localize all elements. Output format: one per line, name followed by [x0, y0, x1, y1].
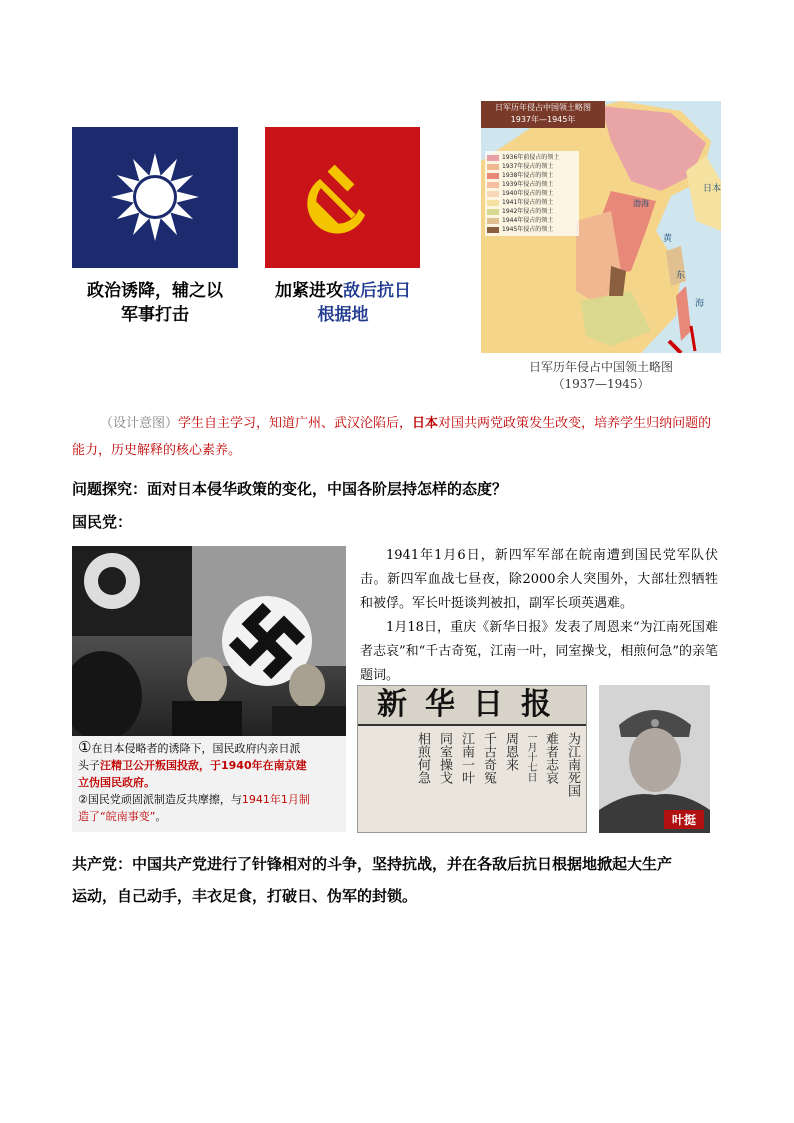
map-label-sea: 海	[695, 299, 705, 309]
map-legend-row	[487, 180, 577, 189]
kmt-caption-line2: 军事打击	[121, 305, 189, 325]
ye-ting-portrait	[599, 685, 710, 833]
map-label-japan: 日本	[703, 184, 721, 194]
caption-line5c: 。	[155, 810, 167, 823]
map-legend	[485, 151, 579, 236]
newspaper-col6: 江南一叶	[459, 732, 474, 784]
map-legend-label: 1944年侵占的领土	[502, 217, 554, 224]
ccp-caption-part2: 敌后抗日	[343, 281, 411, 301]
newspaper-col4: 周恩来	[503, 732, 518, 771]
kmt-flag	[72, 127, 238, 268]
caption-line4a: ②国民党顽固派制造反共摩擦，与	[78, 793, 242, 806]
design-intent	[72, 410, 722, 464]
map-legend-row	[487, 171, 577, 180]
caption-line2b: 汪精卫公开叛国投敌，于1940年在南京建	[100, 759, 307, 772]
design-intent-text4: 改变，培养	[555, 416, 621, 431]
ccp-paragraph	[72, 848, 732, 912]
kmt-heading: 国民党：	[72, 513, 133, 531]
map-legend-swatch	[487, 227, 499, 233]
wannan-para1: 1941年1月6日，新四军军部在皖南遭到国民党军队伏击。新四军血战七昼夜，除2000余人突围外，大部壮烈牺牲和被俘。军长叶挺谈判被扣，副军长项英遇难。	[360, 548, 718, 611]
map-caption	[481, 359, 721, 393]
hammer-sickle-icon	[265, 127, 420, 268]
newspaper-col7: 同室操戈	[437, 732, 452, 784]
design-intent-text6: 归纳	[646, 416, 673, 431]
caption-circle-1: ①	[78, 738, 92, 756]
map-legend-row	[487, 216, 577, 225]
map-title: 日军历年侵占中国领土略图	[495, 103, 591, 112]
map-label-yellow: 黄	[663, 234, 673, 244]
ccp-flag-caption	[262, 279, 424, 327]
map-title-box	[481, 101, 605, 128]
newspaper-col2: 难者志哀	[543, 732, 558, 784]
wannan-text	[360, 544, 718, 688]
map-legend-label: 1941年侵占的领土	[502, 199, 554, 206]
map-legend-row	[487, 189, 577, 198]
ccp-para-line1: 共产党：中国共产党进行了针锋相对的斗争，坚持抗战，并在各敌后抗日根据地掀起大生产	[72, 855, 673, 873]
newspaper-col3: 一月十七日	[525, 732, 536, 782]
newspaper-col5: 千古奇冤	[481, 732, 496, 784]
caption-line5b: “皖南事变”	[100, 810, 156, 823]
map-legend-row	[487, 225, 577, 234]
ccp-para-line2: 运动，自己动手，丰衣足食，打破日、伪军的封锁。	[72, 887, 418, 905]
design-intent-text5: 学生	[620, 416, 647, 431]
kmt-caption-line1: 政治诱降，辅之以	[87, 281, 223, 301]
caption-line4b: 1941年1月制	[241, 793, 310, 806]
map-legend-label: 1942年侵占的领土	[502, 208, 554, 215]
ccp-flag	[265, 127, 420, 268]
caption-line1: 在日本侵略者的诱降下，国民政府内亲日派	[91, 742, 301, 755]
map-caption-line2: （1937—1945）	[552, 377, 650, 391]
map-legend-swatch	[487, 164, 499, 170]
design-intent-text3: 发生	[529, 416, 556, 431]
design-intent-text1: 学生自主学习，知道广州、武汉沦陷后，	[178, 416, 413, 431]
design-intent-text7: 问题的能力，历史解释的核心素养。	[72, 416, 712, 458]
ccp-caption-line2: 根据地	[317, 305, 369, 325]
map-legend-label: 1940年侵占的领土	[502, 190, 554, 197]
map-legend-label: 1939年侵占的领土	[502, 181, 554, 188]
caption-line3: 立伪国民政府。	[78, 776, 155, 789]
design-intent-japan: 日本	[412, 416, 439, 431]
map-subtitle: 1937年—1945年	[510, 115, 576, 124]
question-heading: 问题探究：面对日本侵华政策的变化，中国各阶层持怎样的态度？	[72, 480, 508, 498]
portrait-label: 叶挺	[664, 810, 704, 829]
map-legend-row	[487, 162, 577, 171]
map-legend-swatch	[487, 218, 499, 224]
map-caption-line1: 日军历年侵占中国领土略图	[528, 360, 673, 374]
map-legend-swatch	[487, 155, 499, 161]
map-legend-label: 1937年侵占的领土	[502, 163, 554, 170]
map-legend-label: 1945年侵占的领土	[502, 226, 554, 233]
occupation-map	[481, 101, 721, 353]
newspaper-masthead: 新华日报	[358, 686, 587, 724]
map-legend-swatch	[487, 191, 499, 197]
map-legend-row	[487, 198, 577, 207]
map-legend-swatch	[487, 173, 499, 179]
map-legend-row	[487, 207, 577, 216]
ccp-caption-part1: 加紧进攻	[275, 281, 343, 301]
map-label-east: 东	[676, 271, 686, 281]
white-sun-icon	[72, 127, 238, 268]
wannan-para2: 1月18日，重庆《新华日报》发表了周恩来“为江南死国难者志哀”和“千古奇冤，江南一叶，同室操戈，相煎何急”的亲笔题词。	[360, 620, 718, 683]
map-legend-swatch	[487, 209, 499, 215]
map-legend-swatch	[487, 200, 499, 206]
newspaper-col1: 为江南死国	[565, 732, 580, 797]
ccp-caption-line1	[262, 279, 424, 303]
wang-jingwei-photo	[72, 546, 346, 736]
map-legend-label: 1936年前侵占的领土	[502, 154, 560, 161]
map-legend-row	[487, 153, 577, 162]
map-legend-swatch	[487, 182, 499, 188]
photo-caption	[72, 736, 346, 832]
newspaper-col8: 相煎何急	[415, 732, 430, 784]
design-intent-text2: 对国共两党政策	[438, 416, 530, 431]
map-label-bohai: 渤海	[633, 199, 649, 208]
map-legend-label: 1938年侵占的领土	[502, 172, 554, 179]
xinhua-newspaper-image	[357, 685, 587, 833]
caption-line5a: 造了	[78, 810, 100, 823]
kmt-flag-caption	[72, 279, 238, 327]
caption-line2a: 头子	[78, 759, 100, 772]
design-intent-label: （设计意图）	[100, 416, 179, 431]
